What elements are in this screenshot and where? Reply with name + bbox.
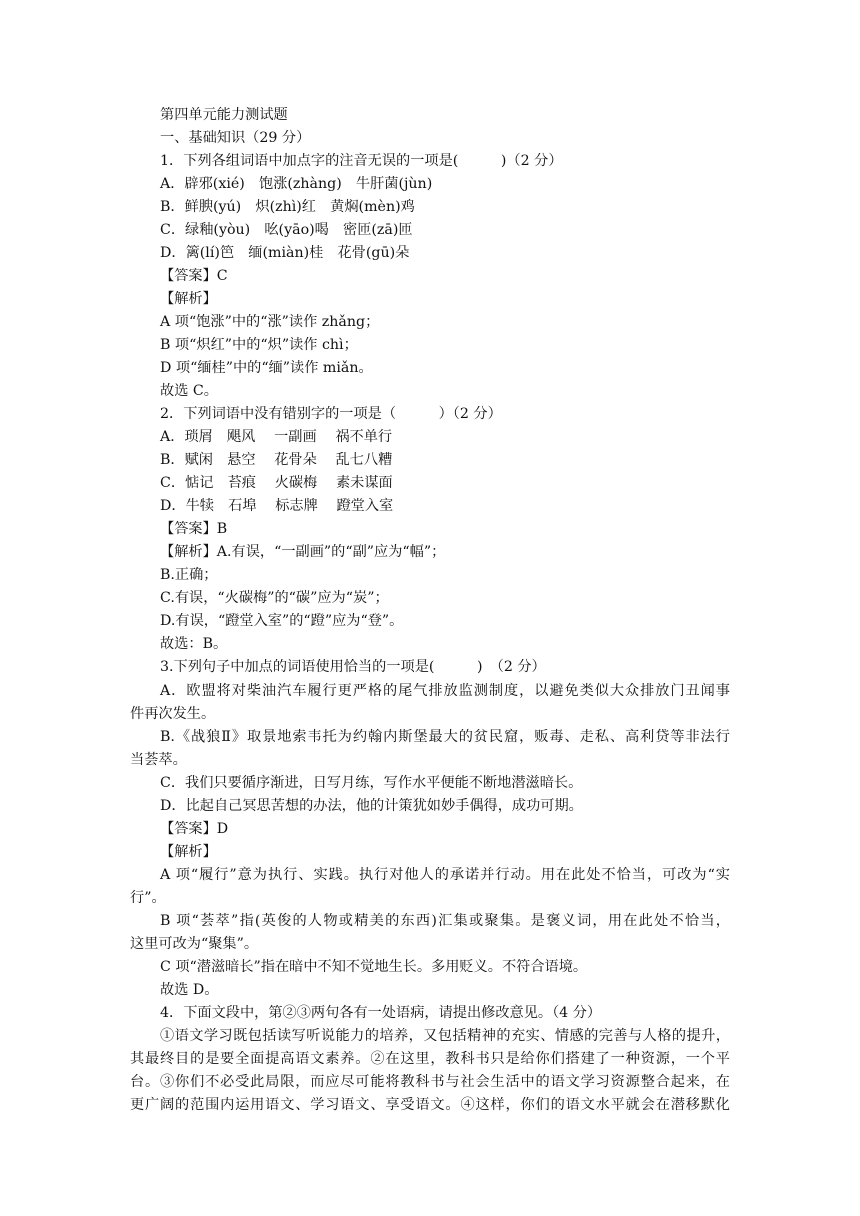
doc-title: 第四单元能力测试题 [160,107,288,123]
q1-analysis-line: A 项“饱涨”中的“涨”读作 zhǎng； [160,314,380,330]
q1-analysis-label: 【解析】 [160,291,217,307]
q4-passage-line: 更广阔的范围内运用语文、学习语文、享受语文。④这样，你们的语文水平就会在潜移默化 [130,1097,730,1113]
q3-analysis-label: 【解析】 [160,844,217,860]
q4-passage-line: 其最终目的是要全面提高语文素养。②在这里，教科书只是给你们搭建了一种资源，一个平 [130,1051,730,1067]
q3-analysis-line: B 项“荟萃”指(英俊的人物或精美的东西)汇集或聚集。是褒义词，用在此处不恰当， [160,913,730,929]
q3-option-b-cont: 当荟萃。 [130,752,187,768]
q2-analysis-line: D.有误，“蹬堂入室”的“蹬”应为“登”。 [160,613,404,629]
q3-analysis-line: C 项“潜滋暗长”指在暗中不知不觉地生长。多用贬义。不符合语境。 [160,959,588,975]
q3-option-d: D．比起自己冥思苦想的办法，他的计策犹如妙手偶得，成功可期。 [160,798,583,814]
q1-option-d: D．篱(lí)笆 缅(miàn)桂 花骨(gū)朵 [160,245,410,261]
question-4-stem: 4．下面文段中，第②③两句各有一处语病，请提出修改意见。（4 分） [160,1005,602,1021]
q2-analysis-line: C.有误，“火碳梅”的“碳”应为“炭”； [160,590,389,606]
q3-answer: 【答案】D [160,821,229,837]
q3-analysis-line-cont: 这里可改为“聚集”。 [130,936,259,952]
section-heading: 一、基础知识（29 分） [160,130,311,146]
q3-conclusion: 故选 D。 [160,982,219,998]
question-1-stem: 1．下列各组词语中加点字的注音无误的一项是( )（2 分） [160,153,563,169]
q3-option-b: B.《战狼Ⅱ》取景地索韦托为约翰内斯堡最大的贫民窟，贩毒、走私、高利贷等非法行 [160,729,730,745]
q1-analysis-line: D 项“缅桂”中的“缅”读作 miǎn。 [160,360,373,376]
q2-option-d: D．牛犊 石埠 标志牌 蹬堂入室 [160,498,394,514]
question-2-stem: 2．下列词语中没有错别字的一项是（ ）（2 分） [160,406,502,422]
q3-option-a: A．欧盟将对柴油汽车履行更严格的尾气排放监测制度，以避免类似大众排放门丑闻事 [160,683,730,699]
q1-option-b: B．鲜腴(yú) 炽(zhì)红 黄焖(mèn)鸡 [160,199,415,215]
q1-analysis-line: B 项“炽红”中的“炽”读作 chì； [160,337,358,353]
q2-analysis-line: B.正确； [160,567,218,583]
q2-answer: 【答案】B [160,521,228,537]
q1-answer: 【答案】C [160,268,228,284]
q3-option-a-cont: 件再次发生。 [130,706,216,722]
q2-conclusion: 故选：B。 [160,636,228,652]
q1-option-a: A．辟邪(xié) 饱涨(zhàng) 牛肝菌(jùn) [160,176,433,192]
question-3-stem: 3.下列句子中加点的词语使用恰当的一项是( ) （2 分） [160,659,546,675]
q2-option-a: A．琐屑 飓风 一副画 祸不单行 [160,429,393,445]
q2-option-c: C．惦记 苔痕 火碳梅 素未谋面 [160,475,393,491]
q3-analysis-line-cont: 行”。 [130,890,166,906]
q1-option-c: C．绿釉(yòu) 吆(yāo)喝 密匝(zā)匝 [160,222,413,238]
q1-conclusion: 故选 C。 [160,383,218,399]
q4-passage-line: ①语文学习既包括读写听说能力的培养，又包括精神的充实、情感的完善与人格的提升， [160,1028,730,1044]
q4-passage-line: 台。③你们不必受此局限，而应尽可能将教科书与社会生活中的语文学习资源整合起来，在 [130,1074,730,1090]
q3-analysis-line: A 项“履行”意为执行、实践。执行对他人的承诺并行动。用在此处不恰当，可改为“实 [160,867,730,883]
q3-option-c: C．我们只要循序渐进，日写月练，写作水平便能不断地潜滋暗长。 [160,775,583,791]
q2-option-b: B．赋闲 悬空 花骨朵 乱七八糟 [160,452,393,468]
q2-analysis-line: 【解析】A.有误，“一副画”的“副”应为“幅”； [160,544,446,560]
